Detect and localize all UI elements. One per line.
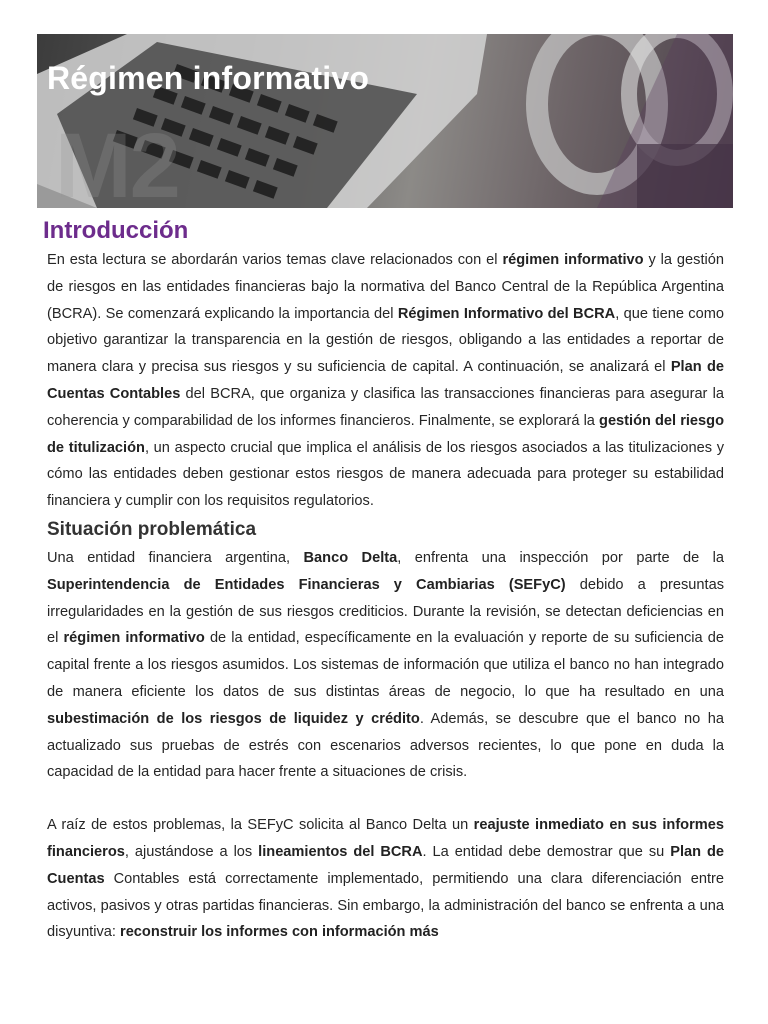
intro-paragraph (47, 247, 724, 515)
page-title: Régimen informativo (47, 60, 370, 96)
text-run: Contables está correctamente implementado, permitiendo una clara diferenciación entre activos, pasivos y otras partidas financieras. Sin embargo, la administración del banco se enfrenta a una disyuntiva: (47, 870, 724, 941)
bold-term: régimen informativo (63, 630, 205, 647)
situation-paragraph-1 (47, 545, 724, 786)
intro-heading: Introducción (43, 217, 189, 244)
text-run: debido a presuntas irregularidades en la gestión de sus riesgos crediticios. Durante la revisión, se detectan deficiencias en el (47, 576, 724, 647)
text-run: . La entidad debe demostrar que su (422, 843, 671, 860)
text-run: , que tiene como objetivo garantizar la transparencia en la gestión de riesgos, obligando a las entidades a reportar de manera clara y precisa sus riesgos y su suficiencia de capital. A continuación, se analizará el (47, 305, 724, 376)
bold-term: gestión del riesgo de titulización (47, 412, 724, 456)
bold-term: reajuste inmediato en sus informes financieros (47, 817, 724, 860)
text-run: , un aspecto crucial que implica el análisis de los riesgos asociados a las titulizaciones y cómo las entidades deben gestionar estos riesgos de manera adecuada para proteger su estabilidad financiera y cumplir con los requisitos regulatorios. (47, 439, 724, 510)
text-run: Una entidad financiera argentina, (47, 549, 304, 566)
paragraph-spacer (47, 786, 724, 812)
bold-term: Plan de Cuentas Contables (47, 359, 725, 402)
bold-term: Superintendencia de Entidades Financieras y Cambiarias (SEFyC) (47, 576, 566, 593)
text-run: y la gestión de riesgos en las entidades financieras bajo la normativa del Banco Central de la República Argentina (BCRA). Se comenzará explicando la importancia del (47, 252, 724, 322)
bold-term: régimen informativo (502, 252, 644, 268)
module-watermark: M2 (55, 115, 179, 208)
text-run: En esta lectura se abordarán varios temas clave relacionados con el (47, 252, 503, 268)
bold-term: subestimación de los riesgos de liquidez y crédito (47, 710, 420, 727)
bold-term: Plan de Cuentas (47, 843, 725, 887)
bold-term: lineamientos del BCRA (258, 843, 423, 860)
bold-term: Régimen Informativo del BCRA (397, 305, 616, 322)
bold-term: Banco Delta (303, 549, 398, 566)
bold-term: reconstruir los informes con información más (120, 924, 439, 941)
text-run: de la entidad, específicamente en la evaluación y reporte de su suficiencia de capital frente a los riesgos asumidos. Los sistemas de información que utiliza el banco no han integrado de manera eficiente los datos de sus distintas áreas de negocio, lo que ha resultado en una (47, 630, 724, 700)
situation-paragraph-2 (47, 812, 724, 946)
situation-heading: Situación problemática (47, 518, 257, 540)
text-run: . Además, se descubre que el banco no ha actualizado sus pruebas de estrés con escenarios adversos recientes, lo que pone en duda la capacidad de la entidad para hacer frente a situaciones de crisis. (47, 710, 724, 781)
text-run: , enfrenta una inspección por parte de la (397, 549, 725, 566)
document-body (43, 215, 725, 946)
header-banner (37, 34, 733, 208)
text-run: A raíz de estos problemas, la SEFyC solicita al Banco Delta un (47, 817, 474, 834)
text-run: , ajustándose a los (124, 843, 259, 860)
text-run: del BCRA, que organiza y clasifica las transacciones financieras para asegurar la coherencia y comparabilidad de los informes financieros. Finalmente, se explorará la (47, 385, 724, 429)
